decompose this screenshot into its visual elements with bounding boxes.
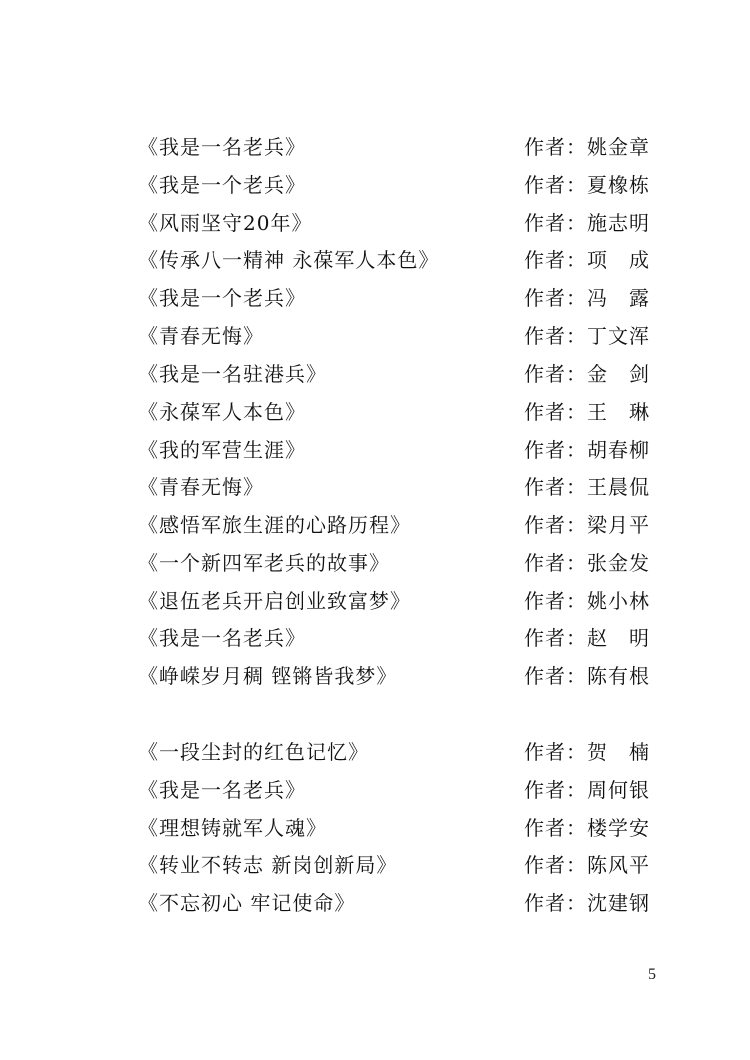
entry-title: 《一段尘封的红色记忆》 xyxy=(138,740,369,764)
entry-title: 《转业不转志 新岗创新局》 xyxy=(138,853,398,877)
entry-author: 作者：沈建钢 xyxy=(524,891,650,915)
entry-title: 《我的军营生涯》 xyxy=(138,438,306,462)
entry-author: 作者：王晨侃 xyxy=(524,475,650,499)
list-item xyxy=(0,170,750,200)
entry-title: 《感悟军旅生涯的心路历程》 xyxy=(138,513,411,537)
list-item xyxy=(0,397,750,427)
entry-author: 作者：施志明 xyxy=(524,211,650,235)
entry-title: 《青春无悔》 xyxy=(138,324,264,348)
list-item xyxy=(0,623,750,653)
entry-title: 《一个新四军老兵的故事》 xyxy=(138,551,390,575)
entry-author: 作者：陈风平 xyxy=(524,853,650,877)
entry-title: 《我是一名老兵》 xyxy=(138,626,306,650)
entry-title: 《青春无悔》 xyxy=(138,475,264,499)
entry-author: 作者：夏橡栋 xyxy=(524,173,650,197)
list-item xyxy=(0,888,750,918)
list-item xyxy=(0,661,750,691)
list-item xyxy=(0,208,750,238)
entry-author: 作者：姚小林 xyxy=(524,589,650,613)
list-item xyxy=(0,813,750,843)
entry-title: 《我是一名老兵》 xyxy=(138,778,306,802)
entry-author: 作者：冯 露 xyxy=(524,286,650,310)
entry-author: 作者：张金发 xyxy=(524,551,650,575)
entry-author: 作者：项 成 xyxy=(524,248,650,272)
entry-title: 《永葆军人本色》 xyxy=(138,400,306,424)
entry-author: 作者：王 琳 xyxy=(524,400,650,424)
entry-author: 作者：楼学安 xyxy=(524,816,650,840)
entry-title: 《我是一个老兵》 xyxy=(138,286,306,310)
entry-author: 作者：陈有根 xyxy=(524,664,650,688)
entry-title: 《我是一个老兵》 xyxy=(138,173,306,197)
list-item xyxy=(0,359,750,389)
entry-author: 作者：胡春柳 xyxy=(524,438,650,462)
entry-author: 作者：贺 楠 xyxy=(524,740,650,764)
list-item xyxy=(0,510,750,540)
entry-title: 《理想铸就军人魂》 xyxy=(138,816,327,840)
entry-author: 作者：丁文浑 xyxy=(524,324,650,348)
list-item xyxy=(0,245,750,275)
entry-title: 《我是一名老兵》 xyxy=(138,135,306,159)
entry-title: 《不忘初心 牢记使命》 xyxy=(138,891,356,915)
page-number: 5 xyxy=(648,966,656,983)
list-item xyxy=(0,737,750,767)
entry-title: 《峥嵘岁月稠 铿锵皆我梦》 xyxy=(138,664,398,688)
list-item xyxy=(0,775,750,805)
entry-title: 《传承八一精神 永葆军人本色》 xyxy=(138,248,440,272)
entry-author: 作者：金 剑 xyxy=(524,362,650,386)
list-item xyxy=(0,132,750,162)
entry-author: 作者：姚金章 xyxy=(524,135,650,159)
list-item xyxy=(0,435,750,465)
entry-title: 《风雨坚守20年》 xyxy=(138,211,313,235)
list-item xyxy=(0,850,750,880)
list-item xyxy=(0,283,750,313)
entry-author: 作者：赵 明 xyxy=(524,626,650,650)
list-item xyxy=(0,472,750,502)
entry-title: 《我是一名驻港兵》 xyxy=(138,362,327,386)
entry-author: 作者：梁月平 xyxy=(524,513,650,537)
list-item xyxy=(0,548,750,578)
entry-author: 作者：周何银 xyxy=(524,778,650,802)
list-item xyxy=(0,586,750,616)
entry-title: 《退伍老兵开启创业致富梦》 xyxy=(138,589,411,613)
list-item xyxy=(0,321,750,351)
